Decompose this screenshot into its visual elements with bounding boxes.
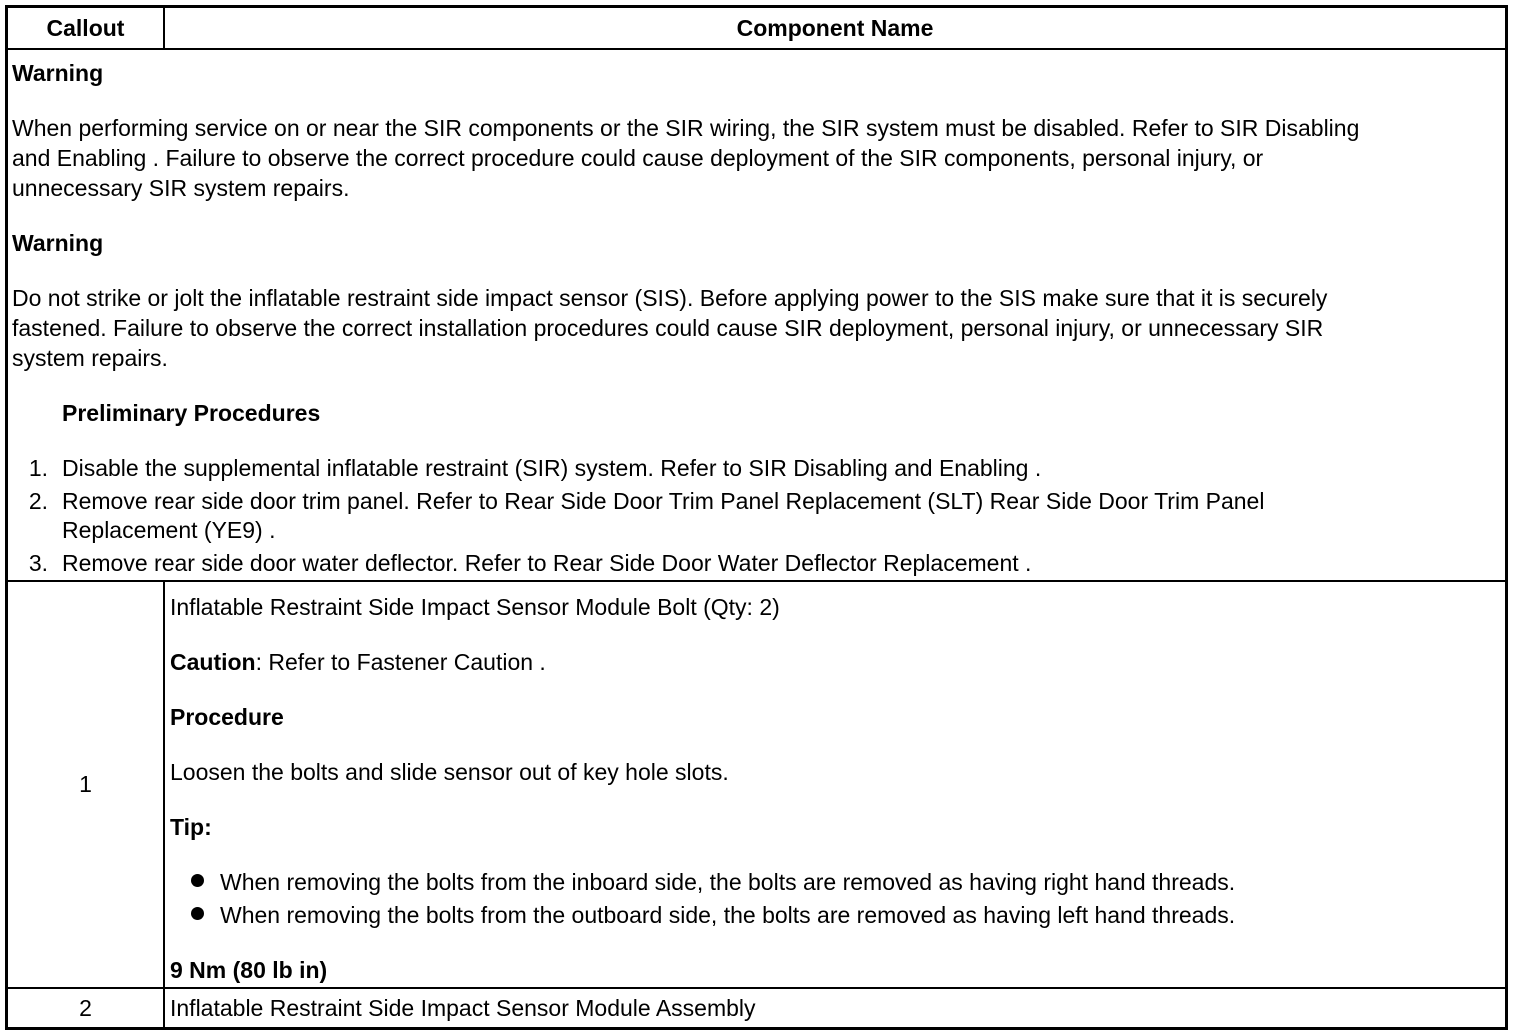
caution-text: : Refer to Fastener Caution .	[255, 649, 546, 675]
preliminary-procedures-title: Preliminary Procedures	[62, 400, 321, 426]
step-number: 2.	[28, 488, 48, 514]
tip-text: When removing the bolts from the inboard side, the bolts are removed as having right hand threads.	[220, 869, 1236, 895]
warning-text-line: When performing service on or near the SIR components or the SIR wiring, the SIR system must be disabled. Refer to SIR Disabling	[12, 115, 1360, 141]
step-text: Remove rear side door water deflector. Refer to Rear Side Door Water Deflector Replacement .	[62, 550, 1032, 576]
column-divider	[163, 582, 165, 987]
procedure-table	[5, 5, 1508, 1030]
caution-label: Caution	[170, 649, 256, 675]
warning-text-line: Do not strike or jolt the inflatable restraint side impact sensor (SIS). Before applying power to the SIS make sure that it is securely	[12, 285, 1328, 311]
step-text: Disable the supplemental inflatable restraint (SIR) system. Refer to SIR Disabling and Enabling .	[62, 455, 1042, 481]
preliminary-section	[8, 50, 1505, 582]
caution-note	[170, 647, 546, 677]
torque-spec: 9 Nm (80 lb in)	[170, 957, 328, 983]
bullet-icon	[191, 874, 204, 887]
warning-title: Warning	[12, 230, 104, 256]
callout-number: 2	[79, 995, 92, 1021]
warning-text-line: fastened. Failure to observe the correct installation procedures could cause SIR deployment, personal injury, or unnecessary SIR	[12, 315, 1324, 341]
step-number: 1.	[28, 455, 48, 481]
table-row	[8, 582, 1505, 989]
callout-column-header: Callout	[46, 15, 125, 41]
component-name: Inflatable Restraint Side Impact Sensor Module Bolt (Qty: 2)	[170, 594, 780, 620]
bullet-icon	[191, 907, 204, 920]
procedure-text: Loosen the bolts and slide sensor out of key hole slots.	[170, 759, 729, 785]
warning-text-line: and Enabling . Failure to observe the correct procedure could cause deployment of the SIR components, personal injury, or	[12, 145, 1264, 171]
warning-title: Warning	[12, 60, 104, 86]
tip-text: When removing the bolts from the outboard side, the bolts are removed as having left hand threads.	[220, 902, 1236, 928]
table-header-row	[8, 8, 1505, 50]
table-row	[8, 989, 1505, 1027]
warning-text-line: unnecessary SIR system repairs.	[12, 175, 350, 201]
component-name: Inflatable Restraint Side Impact Sensor Module Assembly	[170, 995, 756, 1021]
component-name-column-header: Component Name	[736, 15, 934, 41]
step-text: Replacement (YE9) .	[62, 517, 276, 543]
tip-label: Tip:	[170, 814, 212, 840]
step-number: 3.	[28, 550, 48, 576]
warning-text-line: system repairs.	[12, 345, 168, 371]
column-divider	[163, 989, 165, 1027]
step-text: Remove rear side door trim panel. Refer to Rear Side Door Trim Panel Replacement (SLT) Rear Side Door Trim Panel	[62, 488, 1265, 514]
procedure-title: Procedure	[170, 704, 284, 730]
callout-number: 1	[79, 771, 92, 797]
